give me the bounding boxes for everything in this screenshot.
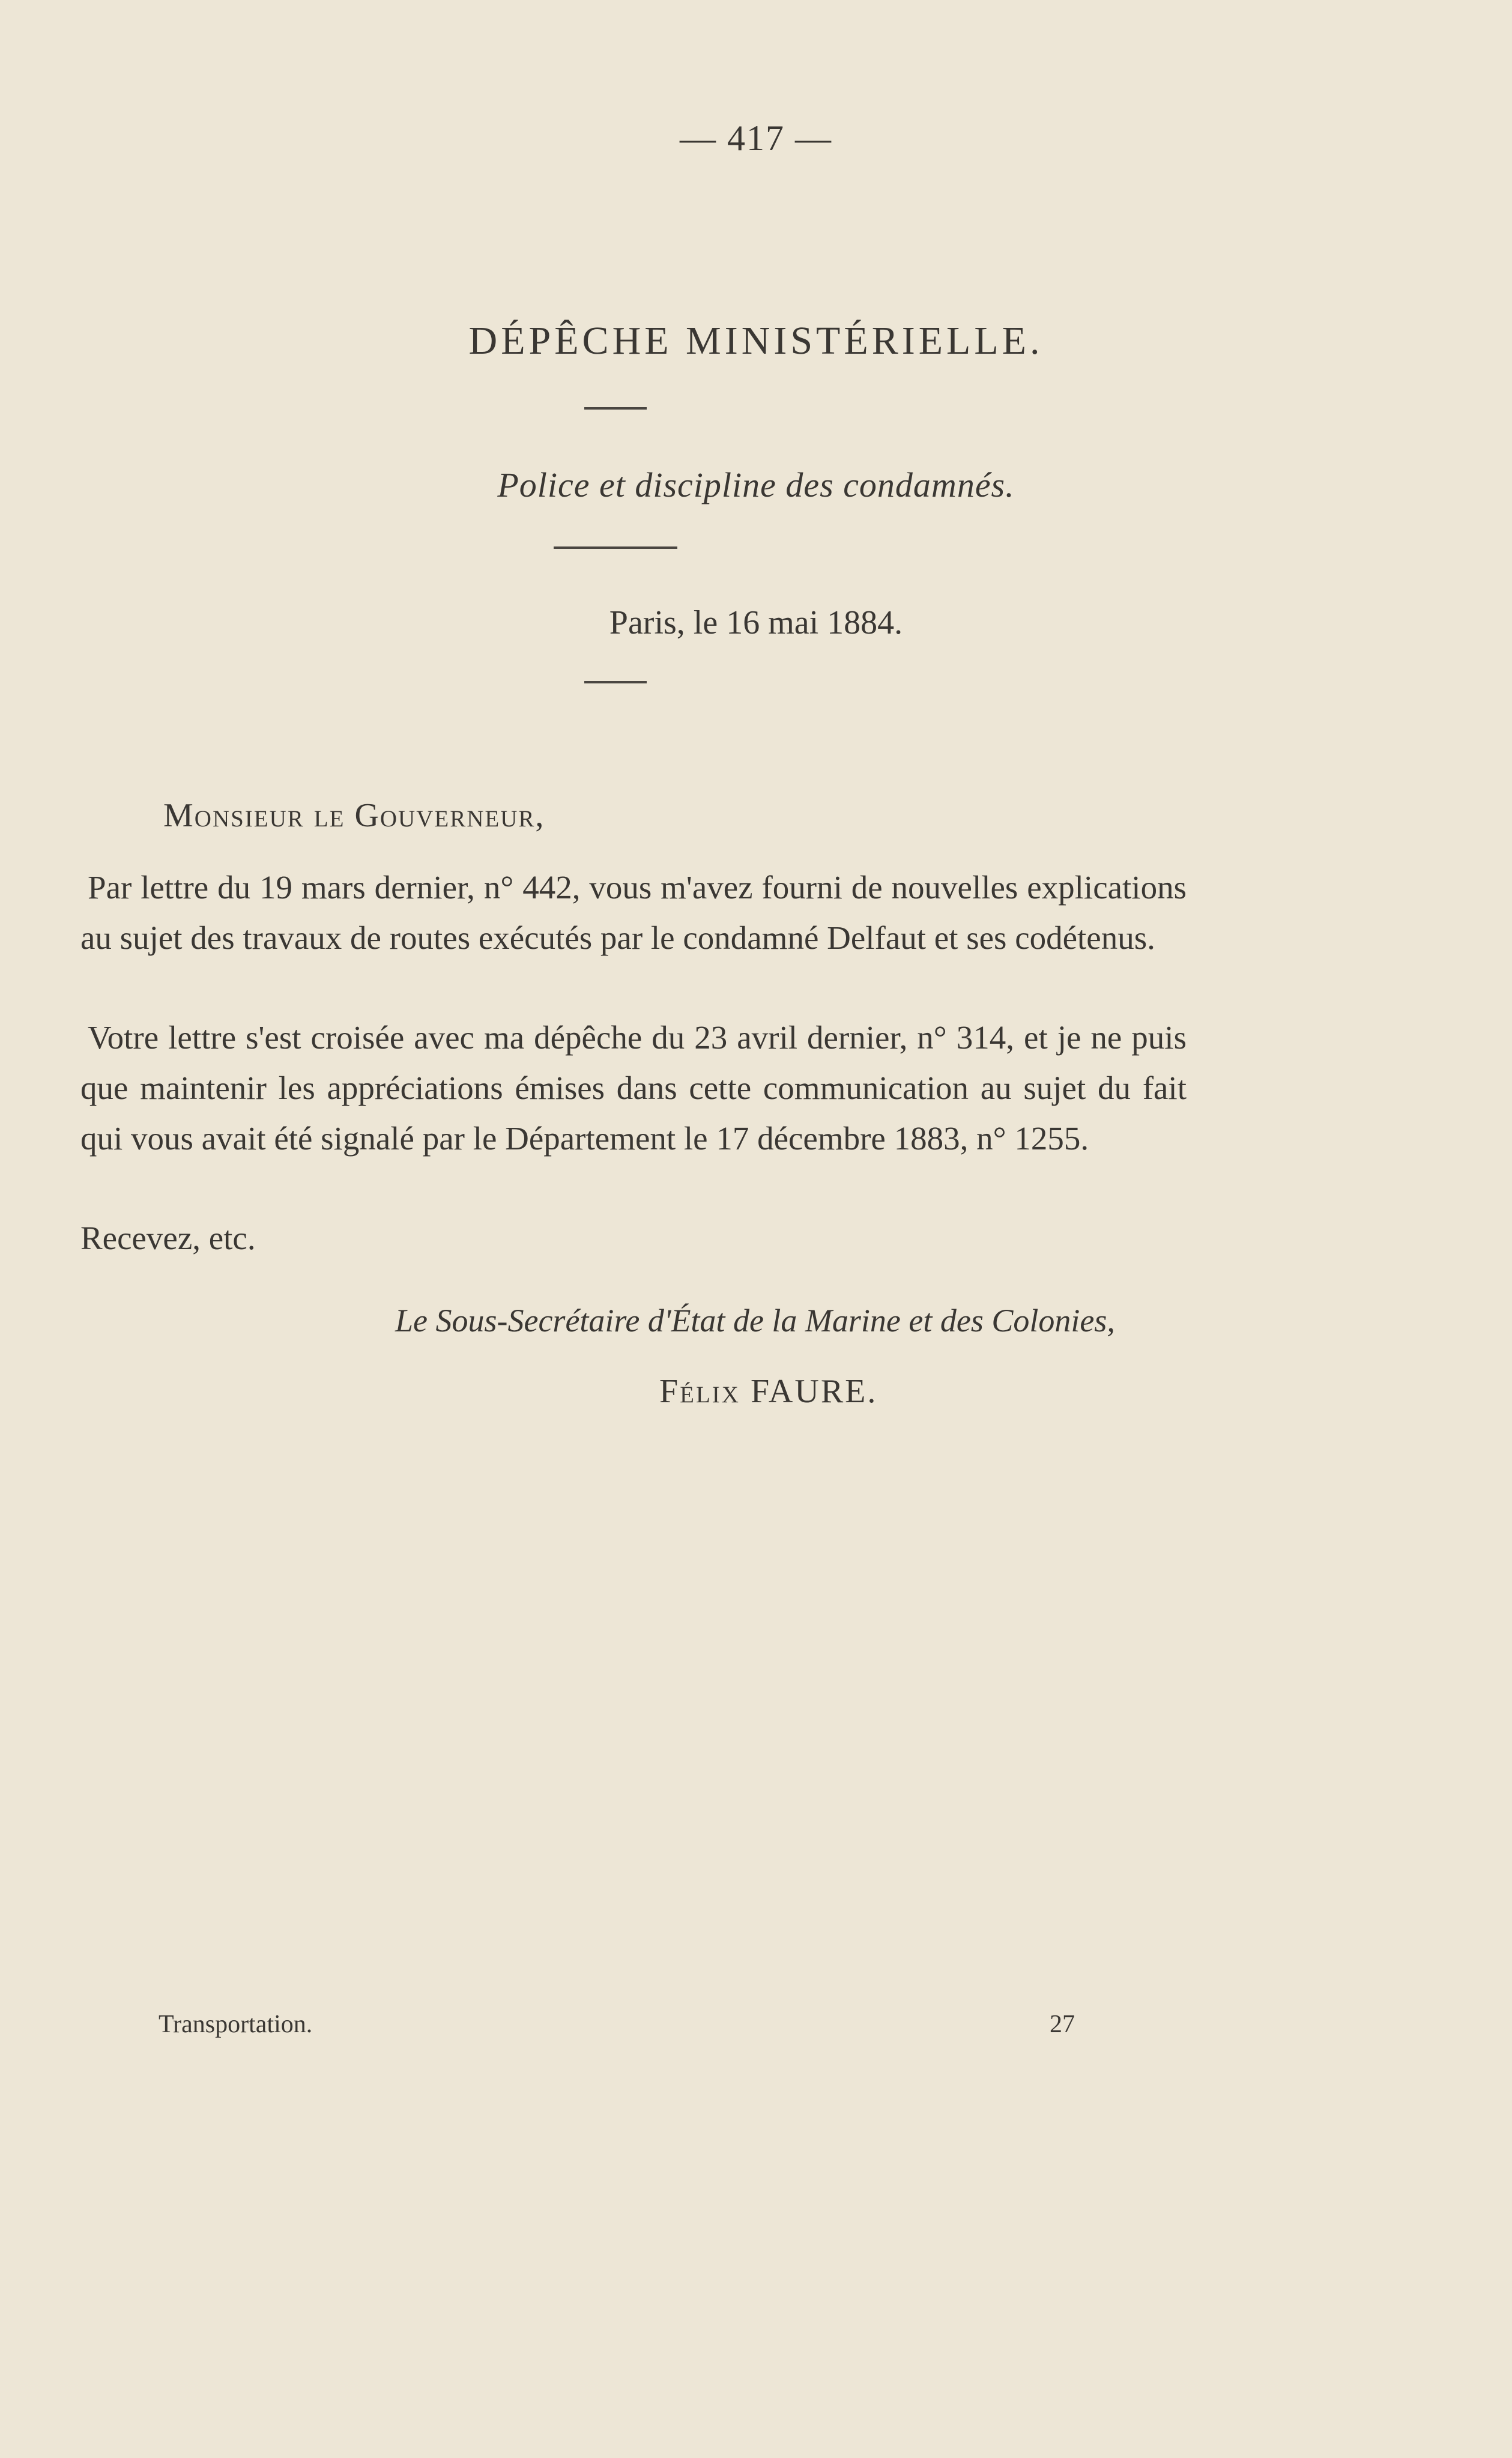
dateline-divider [584,681,647,683]
body-paragraph-2-block [80,1013,1187,1164]
body-paragraph: Votre lettre s'est croisée avec ma dépêche du 23 avril dernier, n° 314, et je ne puis que maintenir les appréciations émises dans cette communication au sujet du fait qui vous avait été signalé par le Département le 17 décembre 1883, n° 1255. [80,1019,1187,1157]
footer-section-title: Transportation. [159,2011,313,2038]
body-paragraph: Par lettre du 19 mars dernier, n° 442, vous m'avez fourni de nouvelles explications au sujet des travaux de routes exécutés par le condamné Delfaut et ses codétenus. [80,869,1187,956]
document-subtitle: Police et discipline des condamnés. [497,465,1015,504]
title-divider [584,407,647,410]
dateline: Paris, le 16 mai 1884. [609,604,903,641]
signatory-name: Félix FAURE. [659,1373,878,1410]
signatory-title: Le Sous-Secrétaire d'État de la Marine et des Colonies, [395,1303,1115,1339]
page-number: — 417 — [680,118,832,158]
salutation [163,796,545,835]
body-paragraph-1-block [80,862,1187,963]
salutation-text: Monsieur le Gouverneur, [163,797,545,834]
document-title: DÉPÊCHE MINISTÉRIELLE. [468,319,1044,363]
closing-formula: Recevez, etc. [80,1220,256,1256]
subtitle-divider [554,546,677,549]
footer-signature-mark: 27 [1050,2011,1075,2038]
